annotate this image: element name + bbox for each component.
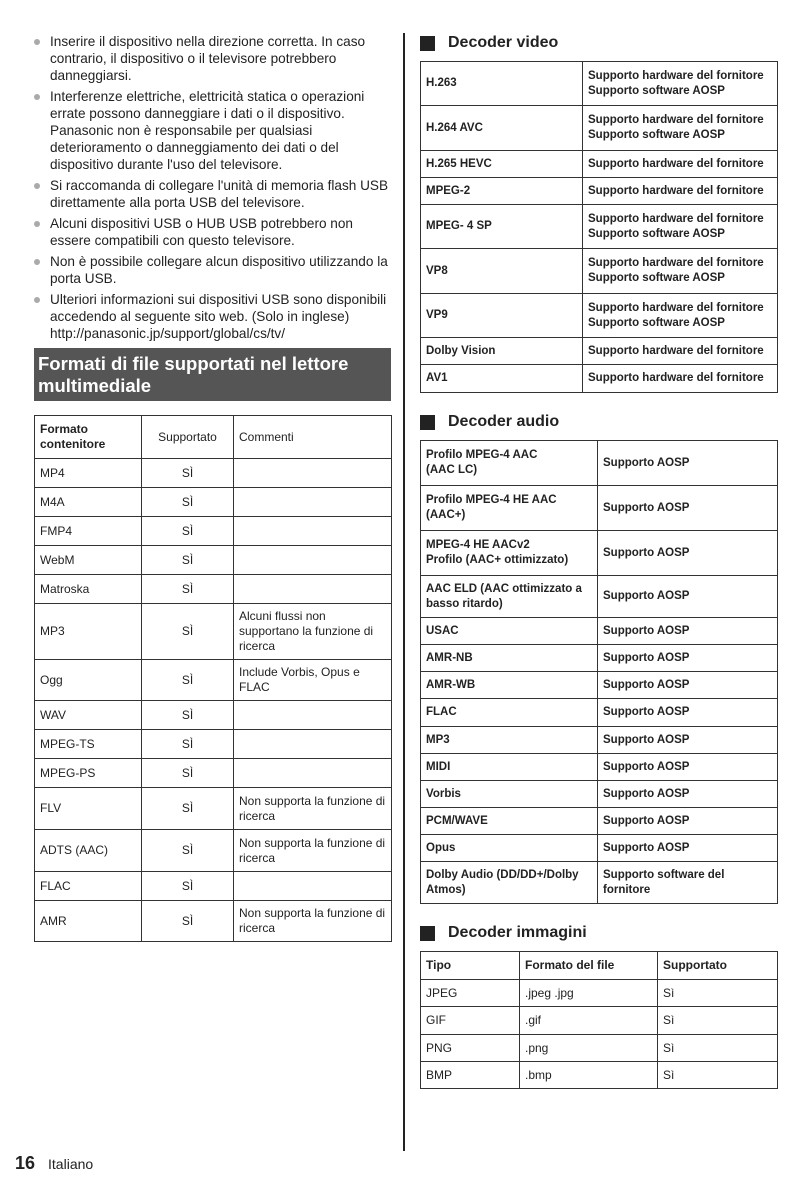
table-row <box>421 980 778 1007</box>
table-header-row <box>35 416 392 459</box>
table-row <box>35 459 392 488</box>
table-cell <box>234 517 392 546</box>
table-cell: Non supporta la funzione di ricerca <box>234 788 392 830</box>
table-cell: H.265 HEVC <box>421 151 583 178</box>
table-cell <box>234 488 392 517</box>
table-cell: SÌ <box>142 730 234 759</box>
table-cell: Include Vorbis, Opus e FLAC <box>234 660 392 701</box>
table-cell <box>234 701 392 730</box>
table-cell: VP9 <box>421 294 583 338</box>
table-cell: Supporto hardware del fornitore <box>583 338 778 365</box>
table-cell: H.263 <box>421 62 583 106</box>
page-number: 16 <box>15 1153 36 1173</box>
table-cell: SÌ <box>142 872 234 901</box>
bullet-item: Alcuni dispositivi USB o HUB USB potrebbero non essere compatibili con questo televisore. <box>34 215 391 249</box>
table-cell: Supporto AOSP <box>598 645 778 672</box>
table-cell: Ogg <box>35 660 142 701</box>
table-row <box>421 727 778 754</box>
table-cell: Alcuni flussi non supportano la funzione di ricerca <box>234 604 392 660</box>
column-divider <box>403 33 405 1151</box>
table-row <box>35 830 392 872</box>
table-cell: SÌ <box>142 660 234 701</box>
table-row <box>35 575 392 604</box>
table-row <box>421 365 778 393</box>
table-cell: Supporto hardware del fornitore Supporto software AOSP <box>583 106 778 151</box>
table-row <box>421 862 778 904</box>
column-header: Supportato <box>142 416 234 459</box>
column-header: Supportato <box>658 952 778 980</box>
table-cell: VP8 <box>421 249 583 294</box>
table-row <box>35 701 392 730</box>
table-cell: MIDI <box>421 754 598 781</box>
table-cell: MP4 <box>35 459 142 488</box>
right-column <box>420 33 777 1089</box>
left-column <box>34 33 391 942</box>
table-cell: MPEG-PS <box>35 759 142 788</box>
table-cell: SÌ <box>142 546 234 575</box>
table-cell: .jpeg .jpg <box>520 980 658 1007</box>
table-cell <box>234 459 392 488</box>
table-cell: AAC ELD (AAC ottimizzato a basso ritardo) <box>421 576 598 618</box>
table-cell: Supporto AOSP <box>598 531 778 576</box>
table-cell: SÌ <box>142 459 234 488</box>
table-cell: .gif <box>520 1007 658 1035</box>
bullet-item: Si raccomanda di collegare l'unità di memoria flash USB direttamente alla porta USB del televisore. <box>34 177 391 211</box>
table-cell: Sì <box>658 980 778 1007</box>
table-cell: Profilo MPEG-4 HE AAC (AAC+) <box>421 486 598 531</box>
square-bullet-icon <box>420 415 435 430</box>
table-cell: FLAC <box>35 872 142 901</box>
table-cell <box>234 759 392 788</box>
table-row <box>421 205 778 249</box>
table-row <box>421 151 778 178</box>
table-cell: Supporto AOSP <box>598 699 778 727</box>
table-cell: PCM/WAVE <box>421 808 598 835</box>
table-row <box>421 618 778 645</box>
table-cell: Supporto hardware del fornitore Supporto software AOSP <box>583 62 778 106</box>
table-row <box>421 62 778 106</box>
table-cell <box>234 546 392 575</box>
table-cell: USAC <box>421 618 598 645</box>
usb-notes-list <box>34 33 391 342</box>
square-bullet-icon <box>420 36 435 51</box>
bullet-item: Inserire il dispositivo nella direzione corretta. In caso contrario, il dispositivo o il televisore potrebbero danneggiarsi. <box>34 33 391 84</box>
table-cell: FLAC <box>421 699 598 727</box>
table-cell: Supporto hardware del fornitore Supporto software AOSP <box>583 205 778 249</box>
table-cell: AV1 <box>421 365 583 393</box>
table-cell: Supporto software del fornitore <box>598 862 778 904</box>
table-cell: Supporto hardware del fornitore <box>583 178 778 205</box>
table-cell: SÌ <box>142 759 234 788</box>
table-row <box>421 1035 778 1062</box>
table-cell: JPEG <box>421 980 520 1007</box>
table-row <box>421 699 778 727</box>
audio-decoder-heading <box>420 412 777 432</box>
table-row <box>421 1062 778 1089</box>
heading-text: Decoder audio <box>448 413 560 430</box>
table-cell: Supporto AOSP <box>598 486 778 531</box>
table-cell: SÌ <box>142 830 234 872</box>
video-decoder-heading <box>420 33 777 53</box>
table-row <box>421 645 778 672</box>
table-row <box>35 604 392 660</box>
table-row <box>421 835 778 862</box>
table-row <box>35 788 392 830</box>
table-cell: Supporto AOSP <box>598 727 778 754</box>
table-row <box>421 338 778 365</box>
table-row <box>35 488 392 517</box>
table-cell: BMP <box>421 1062 520 1089</box>
table-cell: SÌ <box>142 788 234 830</box>
table-cell: Supporto AOSP <box>598 618 778 645</box>
table-cell: ADTS (AAC) <box>35 830 142 872</box>
table-cell: FMP4 <box>35 517 142 546</box>
table-cell: AMR <box>35 901 142 942</box>
table-cell: MP3 <box>421 727 598 754</box>
table-cell: SÌ <box>142 901 234 942</box>
table-row <box>421 178 778 205</box>
table-cell <box>234 575 392 604</box>
table-cell: H.264 AVC <box>421 106 583 151</box>
table-cell: Supporto AOSP <box>598 754 778 781</box>
heading-text: Decoder video <box>448 34 559 51</box>
table-row <box>35 901 392 942</box>
table-row <box>35 660 392 701</box>
table-row <box>35 546 392 575</box>
table-row <box>421 249 778 294</box>
table-cell: PNG <box>421 1035 520 1062</box>
table-cell: Sì <box>658 1035 778 1062</box>
table-cell: SÌ <box>142 575 234 604</box>
page-footer <box>15 1153 93 1174</box>
table-cell: Non supporta la funzione di ricerca <box>234 901 392 942</box>
container-format-table <box>34 415 392 942</box>
table-cell: MPEG-2 <box>421 178 583 205</box>
table-cell: Supporto AOSP <box>598 576 778 618</box>
table-cell: MP3 <box>35 604 142 660</box>
section-title: Formati di file supportati nel lettore multimediale <box>34 348 391 401</box>
table-row <box>35 517 392 546</box>
image-decoder-heading <box>420 923 777 943</box>
table-row <box>421 781 778 808</box>
table-cell: Matroska <box>35 575 142 604</box>
table-row <box>421 294 778 338</box>
table-cell: SÌ <box>142 701 234 730</box>
table-cell: SÌ <box>142 517 234 546</box>
language-label: Italiano <box>48 1156 94 1172</box>
table-row <box>35 730 392 759</box>
bullet-item: Interferenze elettriche, elettricità statica o operazioni errate possono danneggiare i dati o il dispositivo. Panasonic non è responsabile per qualsiasi deterioramento o danneggiamento dei dati o del dispositivo durante l'uso del televisore. <box>34 88 391 173</box>
table-row <box>421 1007 778 1035</box>
bullet-item: Non è possibile collegare alcun dispositivo utilizzando la porta USB. <box>34 253 391 287</box>
table-row <box>35 759 392 788</box>
table-cell: Supporto hardware del fornitore <box>583 365 778 393</box>
table-cell: Sì <box>658 1007 778 1035</box>
table-cell: FLV <box>35 788 142 830</box>
table-cell: Profilo MPEG-4 AAC (AAC LC) <box>421 441 598 486</box>
table-cell: GIF <box>421 1007 520 1035</box>
table-cell: Supporto hardware del fornitore <box>583 151 778 178</box>
table-cell: MPEG-TS <box>35 730 142 759</box>
table-cell: SÌ <box>142 488 234 517</box>
audio-decoder-table <box>420 440 778 904</box>
table-header-row <box>421 952 778 980</box>
table-cell: WebM <box>35 546 142 575</box>
table-cell: Supporto AOSP <box>598 835 778 862</box>
table-cell: MPEG-4 HE AACv2 Profilo (AAC+ ottimizzato) <box>421 531 598 576</box>
table-cell: Supporto AOSP <box>598 672 778 699</box>
table-cell: Supporto hardware del fornitore Supporto software AOSP <box>583 249 778 294</box>
table-cell: Supporto AOSP <box>598 781 778 808</box>
table-cell <box>234 872 392 901</box>
column-header: Commenti <box>234 416 392 459</box>
table-row <box>421 576 778 618</box>
table-row <box>421 754 778 781</box>
column-header: Tipo <box>421 952 520 980</box>
table-row <box>421 672 778 699</box>
square-bullet-icon <box>420 926 435 941</box>
column-header: Formato del file <box>520 952 658 980</box>
table-row <box>421 106 778 151</box>
table-row <box>421 808 778 835</box>
table-row <box>421 441 778 486</box>
table-cell: Supporto hardware del fornitore Supporto software AOSP <box>583 294 778 338</box>
table-cell: Vorbis <box>421 781 598 808</box>
table-cell: .png <box>520 1035 658 1062</box>
table-cell: .bmp <box>520 1062 658 1089</box>
video-decoder-table <box>420 61 778 393</box>
table-cell: Dolby Audio (DD/DD+/Dolby Atmos) <box>421 862 598 904</box>
table-cell: WAV <box>35 701 142 730</box>
table-cell: Sì <box>658 1062 778 1089</box>
table-row <box>421 486 778 531</box>
table-cell: Supporto AOSP <box>598 808 778 835</box>
table-cell: AMR-NB <box>421 645 598 672</box>
table-cell: Supporto AOSP <box>598 441 778 486</box>
column-header: Formato contenitore <box>35 416 142 459</box>
heading-text: Decoder immagini <box>448 924 587 941</box>
table-cell: AMR-WB <box>421 672 598 699</box>
table-cell: Non supporta la funzione di ricerca <box>234 830 392 872</box>
table-cell: Opus <box>421 835 598 862</box>
table-cell: Dolby Vision <box>421 338 583 365</box>
table-cell: SÌ <box>142 604 234 660</box>
table-cell: MPEG- 4 SP <box>421 205 583 249</box>
bullet-item: Ulteriori informazioni sui dispositivi USB sono disponibili accedendo al seguente sito web. (Solo in inglese) http://panasonic.jp/support/global/cs/tv/ <box>34 291 391 342</box>
table-cell: M4A <box>35 488 142 517</box>
table-row <box>35 872 392 901</box>
table-cell <box>234 730 392 759</box>
table-row <box>421 531 778 576</box>
image-decoder-table <box>420 951 778 1089</box>
